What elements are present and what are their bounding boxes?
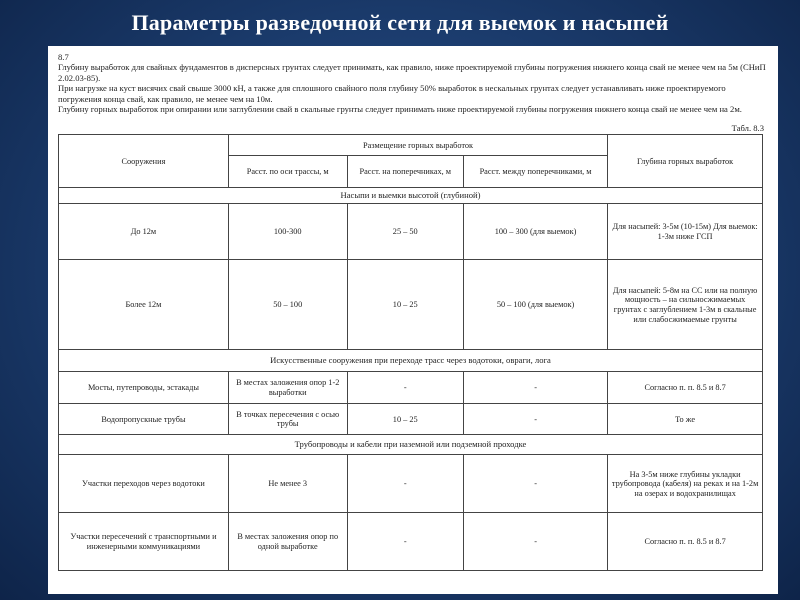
slide-title: Параметры разведочной сети для выемок и насыпей <box>131 10 669 35</box>
table-row <box>59 513 763 571</box>
section-row <box>59 435 763 455</box>
cell-depth: Согласно п. п. 8.5 и 8.7 <box>608 372 763 404</box>
cell-cross: - <box>347 455 463 513</box>
cell-between: 50 – 100 (для выемок) <box>463 260 607 350</box>
cell-depth: Для насыпей: 5-8м на СС или на полную мощность – на сильносжимаемых грунтах с заглублением 1-3м в скальные или слабосжимаемые грунты <box>608 260 763 350</box>
header-dist-cross: Расст. на поперечниках, м <box>347 156 463 188</box>
table-row <box>59 372 763 404</box>
cell-axis: Не менее 3 <box>228 455 347 513</box>
section-row <box>59 188 763 204</box>
section-row <box>59 350 763 372</box>
cell-structure: Более 12м <box>59 260 229 350</box>
section-number: 8.7 <box>58 52 69 62</box>
table-row <box>59 204 763 260</box>
paragraph-1: Глубину выработок для свайных фундаментов в дисперсных грунтах следует принимать, как правило, ниже проектируемой глубины погружения нижнего конца свай не менее чем на 5м (СНиП 2.02.03-85). <box>58 62 766 83</box>
cell-axis: В местах заложения опор 1-2 выработки <box>228 372 347 404</box>
cell-axis: 50 – 100 <box>228 260 347 350</box>
section-title: Искусственные сооружения при переходе трасс через водотоки, овраги, лога <box>59 350 763 372</box>
table-caption: Табл. 8.3 <box>731 123 764 134</box>
cell-structure: Участки переходов через водотоки <box>59 455 229 513</box>
cell-between: - <box>463 372 607 404</box>
header-depth: Глубина горных выработок <box>608 135 763 188</box>
cell-cross: 10 – 25 <box>347 404 463 435</box>
paragraph-3: Глубину горных выработок при опирании или заглублении свай в скальные грунты следует принимать ниже проектируемой глубины погружения нижнего конца свай не менее чем на 2м. <box>58 104 742 115</box>
cell-cross: - <box>347 513 463 571</box>
section-title: Трубопроводы и кабели при наземной или подземной проходке <box>59 435 763 455</box>
cell-structure: Мосты, путепроводы, эстакады <box>59 372 229 404</box>
cell-between: - <box>463 513 607 571</box>
cell-cross: 10 – 25 <box>347 260 463 350</box>
cell-between: - <box>463 404 607 435</box>
document-page <box>48 46 778 594</box>
section-title: Насыпи и выемки высотой (глубиной) <box>59 188 763 204</box>
cell-depth: На 3-5м ниже глубины укладки трубопровода (кабеля) на реках и на 1-2м на озерах и водохранилищах <box>608 455 763 513</box>
table-row <box>59 260 763 350</box>
cell-cross: - <box>347 372 463 404</box>
header-dist-between: Расст. между поперечниками, м <box>463 156 607 188</box>
cell-depth: Согласно п. п. 8.5 и 8.7 <box>608 513 763 571</box>
cell-structure: Водопропускные трубы <box>59 404 229 435</box>
cell-between: - <box>463 455 607 513</box>
cell-structure: Участки пересечений с транспортными и инженерными коммуникациями <box>59 513 229 571</box>
exploration-network-table <box>58 134 763 571</box>
cell-axis: В местах заложения опор по одной выработке <box>228 513 347 571</box>
cell-structure: До 12м <box>59 204 229 260</box>
cell-between: 100 – 300 (для выемок) <box>463 204 607 260</box>
table-row <box>59 404 763 435</box>
cell-axis: В точках пересечения с осью трубы <box>228 404 347 435</box>
table-row <box>59 455 763 513</box>
cell-depth: Для насыпей: 3-5м (10-15м) Для выемок: 1-3м ниже ГСП <box>608 204 763 260</box>
cell-cross: 25 – 50 <box>347 204 463 260</box>
cell-depth: То же <box>608 404 763 435</box>
header-placement: Размещение горных выработок <box>228 135 607 156</box>
intro-text <box>58 52 766 114</box>
header-row-1 <box>59 135 763 156</box>
paragraph-2: При нагрузке на куст висячих свай свыше 3000 кН, а также для сплошного свайного поля глубину 50% выработок в нескальных грунтах следует устанавливать ниже проектируемого погружения конца свай, как правило, не менее чем на 10м. <box>58 83 726 104</box>
header-structures: Сооружения <box>59 135 229 188</box>
cell-axis: 100-300 <box>228 204 347 260</box>
header-dist-axis: Расст. по оси трассы, м <box>228 156 347 188</box>
